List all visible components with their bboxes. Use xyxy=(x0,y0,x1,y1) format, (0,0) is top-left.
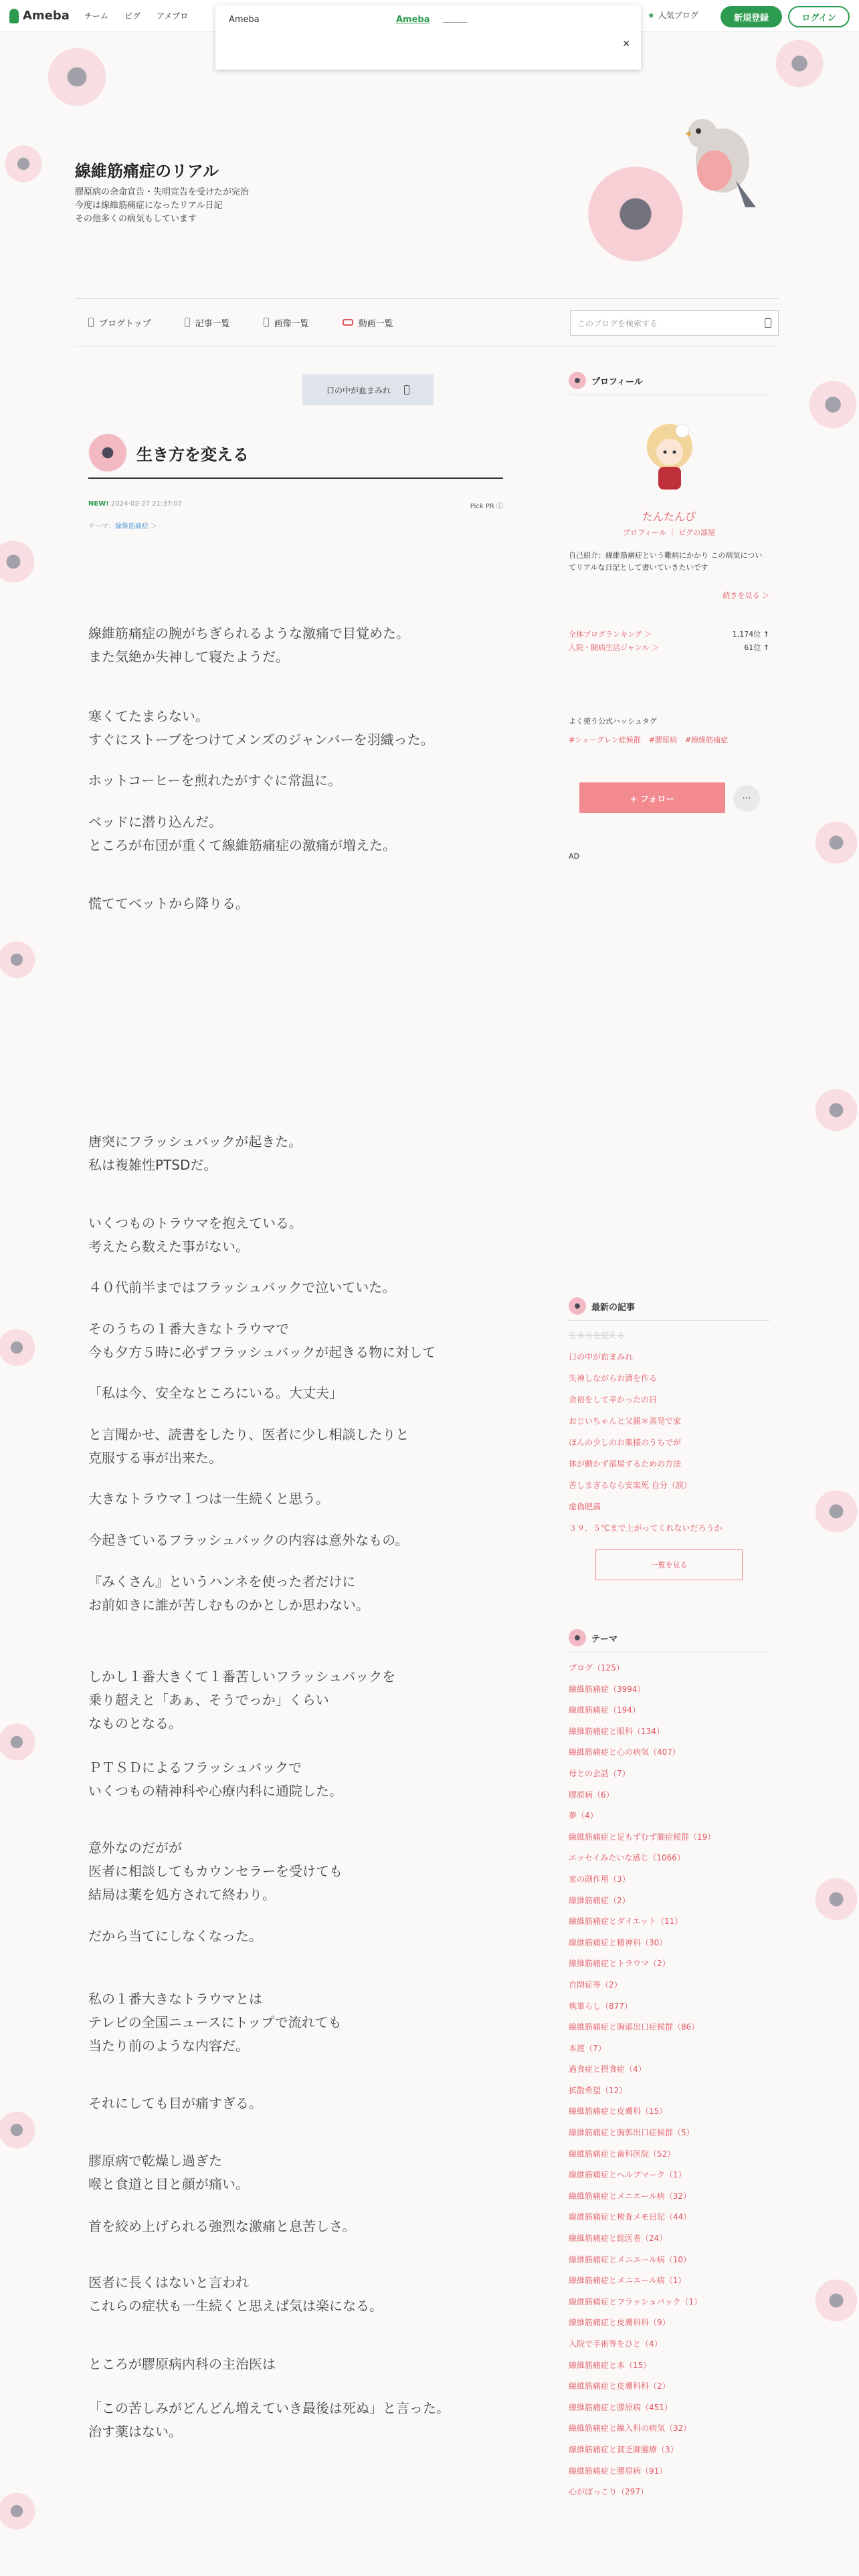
ad-divider xyxy=(443,22,467,23)
theme-link[interactable]: 線維筋痛症とヘルプマーク（1） xyxy=(569,2170,686,2180)
entry-theme-link[interactable]: 線維筋痛症 xyxy=(115,523,149,530)
background-flower xyxy=(769,33,830,94)
nav-image-list[interactable]: 画像一覧 xyxy=(264,316,309,329)
recent-entry-link[interactable]: ほんの少しのお薬様のうちでが xyxy=(569,1438,681,1447)
theme-link[interactable]: 自閉症等（2） xyxy=(569,1979,622,1990)
theme-link[interactable]: 線維筋痛症と皮膚科科（2） xyxy=(569,2381,670,2391)
theme-link[interactable]: 心がぽっこり（297） xyxy=(569,2487,648,2497)
flower-icon xyxy=(569,1297,586,1315)
blog-description: 膠原病の余命宣告・失明宣告を受けたが完治 今度は線維筋痛症になったリアル日記 その他多くの病気もしています xyxy=(75,187,250,224)
theme-link[interactable]: エッセイみたいな感じ（1066） xyxy=(569,1853,685,1863)
close-icon[interactable]: ✕ xyxy=(622,39,630,49)
entry-avatar xyxy=(88,433,127,472)
video-icon xyxy=(343,319,353,326)
entry-paragraph: 今起きているフラッシュバックの内容は意外なもの。 xyxy=(88,1532,409,1548)
theme-link[interactable]: 線維筋痛症（194） xyxy=(569,1705,640,1715)
theme-link[interactable]: 線維筋痛症と足もずむず脚症候群（19） xyxy=(569,1832,716,1842)
theme-list xyxy=(569,1658,769,2503)
entry-paragraph: そのうちの１番大きなトラウマで 今も夕方５時に必ずフラッシュバックが起きる物に対して xyxy=(88,1321,436,1360)
theme-link[interactable]: 線維筋痛症と皮膚科（15） xyxy=(569,2107,668,2117)
entry-paragraph: 私の１番大きなトラウマとは テレビの全国ニュースにトップで流れても 当たり前のような内容だ。 xyxy=(88,1991,342,2054)
profile-section xyxy=(569,372,769,867)
theme-link[interactable]: 線維筋痛症と心の病気（407） xyxy=(569,1747,680,1757)
login-button[interactable]: ログイン xyxy=(788,6,850,27)
popular-blog-link[interactable]: ★ 人気ブログ xyxy=(648,10,698,20)
background-flower xyxy=(809,2274,859,2327)
entry-title[interactable]: 生き方を変える xyxy=(136,445,249,464)
recent-entry-link[interactable]: おじいちゃんと父親＊蒸発で家 xyxy=(569,1416,682,1426)
theme-heading: テーマ xyxy=(569,1629,769,1652)
theme-link[interactable]: 線維筋痛症と膠原病（91） xyxy=(569,2466,668,2476)
theme-link[interactable]: 線維筋痛症と精神科（30） xyxy=(569,1937,668,1947)
recent-entry-link[interactable]: ３９．５℃まで上がってくれないだろうか xyxy=(569,1523,723,1533)
theme-link[interactable]: 母との会話（7） xyxy=(569,1768,630,1778)
entry-title-rule xyxy=(88,477,503,479)
entry-paragraph: ベッドに潜り込んだ。 ところが布団が重くて線維筋痛症の激痛が増えた。 xyxy=(88,814,396,853)
page-icon xyxy=(88,318,94,327)
recent-entry-link[interactable]: 口の中が血まみれ xyxy=(569,1352,634,1362)
recent-entries-section xyxy=(569,1297,769,1580)
entry-paragraph: 唐突にフラッシュバックが起きた。 私は複雑性PTSDだ。 xyxy=(88,1134,302,1173)
rank-genre[interactable]: 入院・闘病生活ジャンル ＞ 61位 ↑ xyxy=(569,643,769,652)
background-flower xyxy=(809,1485,859,1538)
entry-paragraph: 大きなトラウマ１つは一生続くと思う。 xyxy=(88,1491,329,1507)
nav-blog-top[interactable]: ブログトップ xyxy=(88,316,151,329)
entry-paragraph: 「私は今、安全なところにいる。大丈夫」 xyxy=(88,1385,343,1401)
theme-link[interactable]: 過食症と摂食症（4） xyxy=(569,2064,646,2074)
theme-link[interactable]: 線維筋痛症とメニエール病（1） xyxy=(569,2276,686,2286)
follow-button[interactable]: + フォロー xyxy=(579,782,725,813)
ad-popup xyxy=(215,5,641,70)
theme-link[interactable]: 線維筋痛症とトラウマ（2） xyxy=(569,1959,670,1969)
theme-link[interactable]: 線維筋痛症とダイエット（11） xyxy=(569,1917,683,1927)
theme-link[interactable]: 線維筋痛症とメニエール病（10） xyxy=(569,2254,692,2264)
ad-label: Ameba xyxy=(229,15,260,25)
rank-overall[interactable]: 全体ブログランキング ＞ 1,174位 ↑ xyxy=(569,630,769,639)
recent-entry-link[interactable]: 体が動かず部屋するための方法 xyxy=(569,1459,682,1469)
profile-more-link[interactable]: 続きを見る ＞ xyxy=(723,591,769,600)
theme-link[interactable]: 線維筋痛症と総医者（24） xyxy=(569,2234,668,2244)
page-icon xyxy=(404,385,409,395)
theme-link[interactable]: 夢（4） xyxy=(569,1811,598,1821)
background-flower xyxy=(0,535,40,588)
ameba-logo-icon xyxy=(9,9,19,23)
recent-entry-link[interactable]: 苦しまぎるなら安楽死 自分（涙） xyxy=(569,1481,692,1490)
theme-link[interactable]: 入院で手術等をひと（4） xyxy=(569,2339,662,2349)
blog-nav xyxy=(75,298,779,346)
entry-paragraph: と言聞かせ、読書をしたり、医者に少し相談したりと 克服する事が出来た。 xyxy=(88,1426,409,1466)
theme-link[interactable]: 線維筋痛症と貧乏脚腫療（3） xyxy=(569,2444,678,2454)
profile-links[interactable]: プロフィール ｜ ピグの部屋 xyxy=(623,528,715,537)
hashtag-heading: よく使う公式ハッシュタグ xyxy=(569,717,657,726)
theme-link[interactable]: 拡散希望（12） xyxy=(569,2085,628,2095)
theme-link[interactable]: 線維筋痛症（2） xyxy=(569,1895,630,1905)
recent-heading: 最新の記事 xyxy=(569,1297,769,1321)
theme-link[interactable]: 膠原病（6） xyxy=(569,1790,614,1800)
entry-paragraph: ＰＴＳＤによるフラッシュバックで いくつもの精神科や心療内科に通院した。 xyxy=(88,1759,343,1799)
theme-link[interactable]: 線維筋痛症と膠原病（451） xyxy=(569,2402,672,2412)
ad-label: AD xyxy=(569,852,579,861)
entry-paragraph: ４０代前半まではフラッシュバックで泣いていた。 xyxy=(88,1279,396,1295)
profile-avatar[interactable] xyxy=(641,420,698,494)
entry-paragraph: しかし１番大きくて１番苦しいフラッシュバックを 乗り超えと「あぁ、そうでっか」くらい なものとなる。 xyxy=(88,1669,396,1731)
top-nav-pigg[interactable]: ピグ xyxy=(124,11,140,21)
top-nav-amepro[interactable]: アメプロ xyxy=(156,11,189,21)
recent-entry-link[interactable]: 生き方を変える xyxy=(569,1331,626,1340)
page-icon xyxy=(185,318,190,327)
ameba-logo[interactable]: Ameba xyxy=(9,9,70,23)
theme-link[interactable]: ブログ（125） xyxy=(569,1663,624,1673)
recent-entry-link[interactable]: 余裕をして辛かったの日 xyxy=(569,1395,658,1404)
entry-paragraph: 線維筋痛症の腕がちぎられるような激痛で目覚めた。 また気絶か失神して寝たようだ。 xyxy=(88,625,409,665)
theme-link[interactable]: 線維筋痛症と歯科医院（52） xyxy=(569,2149,676,2159)
entry-paragraph: 首を絞め上げられる強烈な激痛と息苦しさ。 xyxy=(88,2218,356,2234)
entry-paragraph: いくつものトラウマを抱えている。 考えたら数えた事がない。 xyxy=(88,1215,302,1255)
theme-link[interactable]: 線維筋痛症と本（15） xyxy=(569,2360,652,2370)
recent-entry-link[interactable]: 虚偽肥満 xyxy=(569,1502,601,1511)
info-icon: ⓘ xyxy=(496,503,503,510)
hashtag-link[interactable]: #膠原病 xyxy=(648,736,677,744)
entry-paragraph: それにしても目が痛すぎる。 xyxy=(88,2095,262,2111)
background-flower xyxy=(803,374,859,435)
background-flower xyxy=(0,1719,40,1765)
previous-entry-tab[interactable]: 口の中が血まみれ xyxy=(302,374,434,405)
theme-link[interactable]: 線維筋痛症と検査メモ日記（44） xyxy=(569,2212,692,2222)
nav-video-list[interactable]: 動画一覧 xyxy=(343,316,393,329)
entry-paragraph: 慌ててベットから降りる。 xyxy=(88,895,249,911)
background-flower xyxy=(0,2488,40,2535)
hashtag-list xyxy=(569,734,728,745)
theme-link[interactable]: 線維筋痛症と眼科（134） xyxy=(569,1726,664,1736)
recent-entries-list xyxy=(569,1325,769,1539)
ad-link[interactable]: Ameba xyxy=(396,15,430,25)
entry-paragraph: 意外なのだがが 医者に相談してもカウンセラーを受けても 結局は薬を処方されて終わり。 xyxy=(88,1840,343,1903)
entry-theme: テーマ：線維筋痛症 ＞ xyxy=(88,523,158,530)
theme-link[interactable]: 線維筋痛症とフラッシュバック（1） xyxy=(569,2296,702,2306)
blog-title[interactable]: 線維筋痛症のリアル xyxy=(75,162,219,181)
view-all-entries-button[interactable]: 一覧を見る xyxy=(595,1549,743,1580)
more-options-button[interactable]: ··· xyxy=(733,785,760,812)
pick-pr-label[interactable]: Pick PR ⓘ xyxy=(470,503,503,510)
background-flower xyxy=(0,2107,40,2153)
background-flower xyxy=(809,816,859,869)
theme-link[interactable]: 家の副作用（3） xyxy=(569,1874,630,1884)
top-nav xyxy=(84,10,188,21)
entry-paragraph: 「この苦しみがどんどん増えていき最後は死ぬ」と言った。 治す薬はない。 xyxy=(88,2400,450,2440)
theme-link[interactable]: 線維筋痛症と線入科の病気（32） xyxy=(569,2424,692,2434)
theme-link[interactable]: 本渡（7） xyxy=(569,2043,606,2053)
entry-paragraph: 寒くてたまらない。 すぐにストーブをつけてメンズのジャンバーを羽織った。 xyxy=(88,708,434,748)
star-icon: ★ xyxy=(648,10,655,20)
flower-icon xyxy=(569,1629,586,1646)
profile-intro: 自己紹介：線維筋痛症という難病にかかり この病気についてリアルな日記として書いていきたいです xyxy=(569,551,763,572)
profile-name[interactable]: たんたんぴ xyxy=(642,510,696,523)
entry-paragraph: 膠原病で乾燥し過ぎた 喉と食道と目と顔が痛い。 xyxy=(88,2153,249,2192)
background-flower xyxy=(40,40,114,114)
register-button[interactable]: 新規登録 xyxy=(721,6,782,27)
background-flower xyxy=(0,140,47,187)
entry-paragraph: 医者に長くはないと言われ これらの症状も一生続くと思えば気は楽になる。 xyxy=(88,2274,383,2314)
background-flower xyxy=(809,1083,859,1137)
theme-link[interactable]: 線維筋痛症と皮膚科科（9） xyxy=(569,2318,670,2328)
theme-link[interactable]: 線維筋痛症と胸部出口症候群（86） xyxy=(569,2022,700,2032)
bird-illustration xyxy=(676,107,763,214)
theme-section xyxy=(569,1629,769,2503)
hashtag-link[interactable]: #シェーグレン症候群 xyxy=(569,736,641,744)
profile-heading: プロフィール xyxy=(569,372,769,395)
nav-entry-list[interactable]: 記事一覧 xyxy=(185,316,230,329)
entry-paragraph: ところが膠原病内科の主治医は xyxy=(88,2356,276,2372)
background-flower xyxy=(0,936,40,983)
entry-date: NEW! 2024-02-27 21:37:07 xyxy=(88,500,183,508)
blog-search-input[interactable]: このブログを検索する xyxy=(570,310,779,336)
search-icon[interactable] xyxy=(765,318,771,328)
recent-entry-link[interactable]: 失神しながらお酒を作る xyxy=(569,1374,658,1383)
theme-link[interactable]: 執筆らし（877） xyxy=(569,2001,632,2011)
hashtag-link[interactable]: #線維筋痛症 xyxy=(684,736,729,744)
background-flower xyxy=(0,1324,40,1371)
theme-link[interactable]: 線維筋痛症と胸郭出口症候群（5） xyxy=(569,2128,694,2138)
background-flower xyxy=(809,1872,859,1926)
flower-icon xyxy=(569,372,586,389)
top-nav-team[interactable]: チーム xyxy=(84,11,108,21)
entry-paragraph: だから当てにしなくなった。 xyxy=(88,1928,262,1944)
image-icon xyxy=(264,318,269,327)
theme-link[interactable]: 線維筋痛症とメニエール病（32） xyxy=(569,2191,692,2201)
entry-paragraph: ホットコーヒーを煎れたがすぐに常温に。 xyxy=(88,772,342,788)
entry-paragraph: 『みくさん』というハンネを使った者だけに お前如きに誰が苦しむものかとしか思わない。 xyxy=(88,1574,369,1613)
theme-link[interactable]: 線維筋痛症（3994） xyxy=(569,1684,646,1694)
